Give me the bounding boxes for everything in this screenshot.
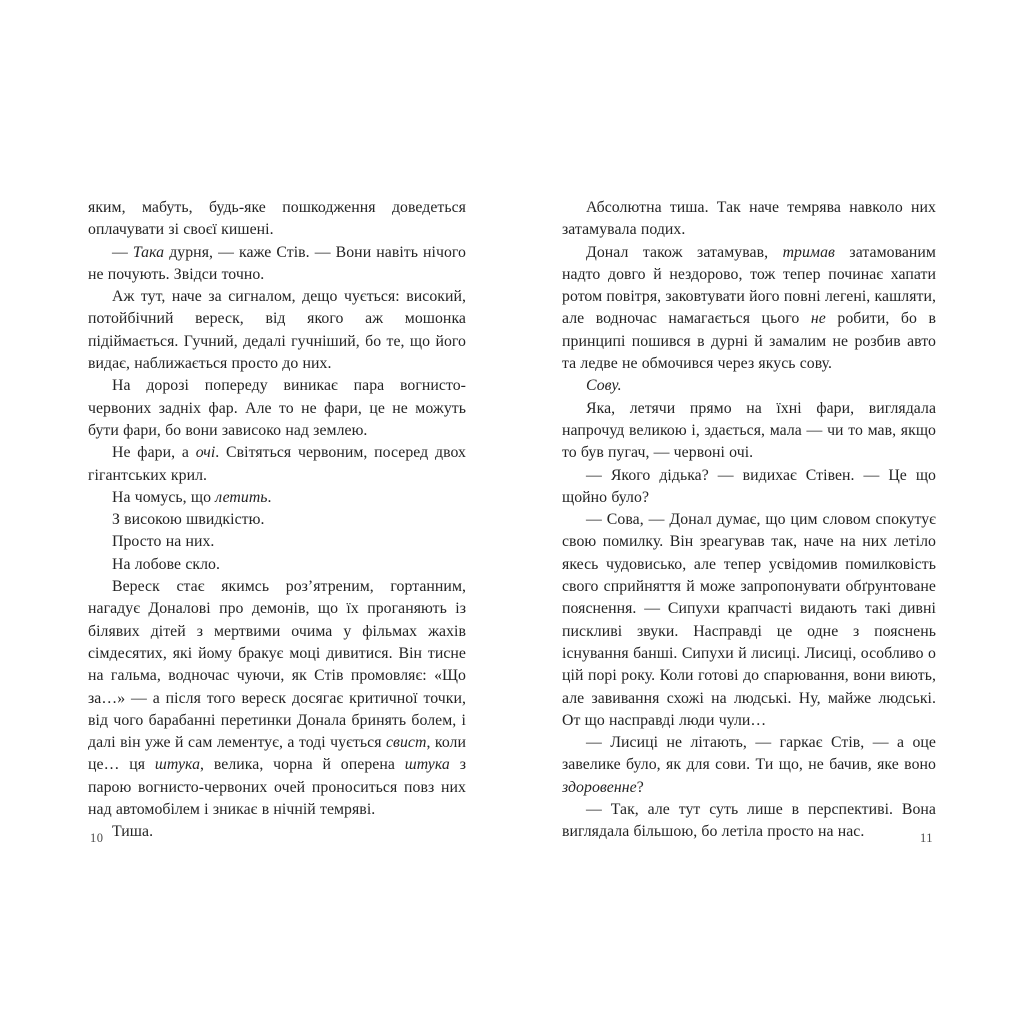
text-segment: На лобове скло.	[112, 555, 220, 573]
text-segment: , велика, чорна й оперена	[200, 756, 405, 774]
text-segment-italic: очі	[195, 444, 216, 462]
text-segment: — Сова, — Донал думає, що цим словом спокутує свою помилку. Він зреагував так, наче на них летіло якесь чудовисько, але тепер усвідомив помилковість свого сприйняття й може запропонувати обґрунтоване пояснення. — Сипухи крапчасті видають такі дивні пискливі звуки. Насправді це одне з пояснень існування банші. Сипухи й лисиці. Лисиці, особливо о цій порі року. Коли готові до спарювання, вони виють, але завивання схожі на людські. Ну, майже людські. От що насправді люди чули…	[562, 511, 936, 729]
paragraph	[88, 821, 466, 843]
text-segment-italic: летить	[215, 488, 268, 506]
paragraph	[88, 487, 466, 509]
text-segment: затамованим надто довго й нездорово, тож тепер починає хапати ротом повітря, заковтувати його повні легені, кашляти, але водночас намагається цього	[562, 243, 936, 328]
text-segment-italic: свист	[386, 734, 427, 752]
text-segment-italic: штука	[154, 756, 201, 774]
paragraph	[88, 554, 466, 576]
paragraph	[88, 375, 466, 442]
text-segment: Не фари, а	[112, 444, 196, 462]
paragraph	[562, 375, 936, 397]
text-segment: На дорозі попереду виникає пара вогнисто-червоних задніх фар. Але то не фари, це не можуть бути фари, бо вони зависоко над землею.	[88, 377, 466, 439]
paragraph	[88, 509, 466, 531]
paragraph	[88, 576, 466, 821]
text-segment: . Світяться червоним, посеред двох гігантських крил.	[88, 444, 466, 484]
text-segment: .	[267, 488, 272, 506]
text-segment: —	[112, 243, 133, 261]
paragraph	[562, 732, 936, 799]
text-segment-italic: Сову.	[586, 377, 622, 395]
text-segment-italic: штука	[404, 756, 450, 774]
text-segment-italic: тримав	[782, 243, 835, 261]
text-segment: Аж тут, наче за сигналом, дещо чується: високий, потойбічний вереск, від якого аж мошонка підіймається. Гучний, дедалі гучніший, бо те, що його видає, наближається просто до них.	[88, 288, 466, 373]
text-segment: Яка, летячи прямо на їхні фари, виглядала напрочуд великою і, здається, мала — чи то мав, якщо то був пугач, — червоні очі.	[562, 399, 936, 462]
paragraph	[88, 531, 466, 553]
paragraph	[562, 242, 936, 376]
text-segment: Просто на них.	[112, 533, 215, 551]
page-left-text-column	[88, 197, 466, 844]
paragraph	[88, 286, 466, 375]
text-segment: Вереск стає якимсь роз’ятреним, гортанним, нагадує Доналові про демонів, що їх проганяють із білявих дітей з мертвими очима у фільмах жахів сімдесятих, які йому бракує моці дивитися. Він тисне на гальма, водночас чуючи, як Стів промовляє: «Що за…» — а після того вереск досягає критичної точки, від чого барабанні перетинки Донала бринять болем, і далі він уже й сам лементує, а тоді чується	[88, 578, 466, 752]
paragraph	[88, 242, 466, 287]
text-segment: з парою вогнисто-червоних очей проноситься повз них над автомобілем і зникає в нічній темряві.	[88, 756, 466, 819]
text-segment: Абсолютна тиша. Так наче темрява навколо них затамувала подих.	[562, 199, 936, 239]
text-segment: — Так, але тут суть лише в перспективі. Вона виглядала більшою, бо летіла просто на нас.	[562, 801, 936, 841]
paragraph	[562, 398, 936, 465]
text-segment: яким, мабуть, будь-яке пошкодження доведеться оплачувати зі своєї кишені.	[88, 199, 466, 239]
page-number-left: 10	[90, 831, 104, 845]
page-right	[562, 0, 936, 1024]
text-segment: З високою швидкістю.	[112, 511, 265, 529]
paragraph	[88, 442, 466, 487]
text-segment: Тиша.	[112, 823, 154, 841]
text-segment: , коли це… ця	[88, 734, 466, 774]
text-segment: дурня, — каже Стів. — Вони навіть нічого не почують. Звідси точно.	[88, 243, 467, 283]
page-right-text-column	[562, 197, 936, 844]
text-segment: На чомусь, що	[112, 488, 216, 506]
text-segment: ?	[636, 778, 644, 796]
text-segment: — Якого дідька? — видихає Стівен. — Це що щойно було?	[562, 466, 936, 506]
paragraph	[562, 465, 936, 510]
paragraph	[562, 509, 936, 732]
page-left	[88, 0, 466, 1024]
paragraph	[562, 799, 936, 844]
text-segment-italic: не	[810, 310, 826, 328]
text-segment-italic: Така	[132, 243, 165, 261]
text-segment: — Лисиці не літають, — гаркає Стів, — а оце завелике було, як для сови. Ти що, не бачив, яке воно	[562, 734, 936, 774]
paragraph	[88, 197, 466, 242]
text-segment: робити, бо в принципі пошився в дурні й замалим не розбив авто та ледве не обмочився через якусь сову.	[562, 310, 936, 373]
paragraph	[562, 197, 936, 242]
text-segment: Донал також затамував,	[586, 243, 783, 261]
page-number-right: 11	[919, 831, 933, 845]
text-segment-italic: здоровенне	[562, 778, 637, 796]
